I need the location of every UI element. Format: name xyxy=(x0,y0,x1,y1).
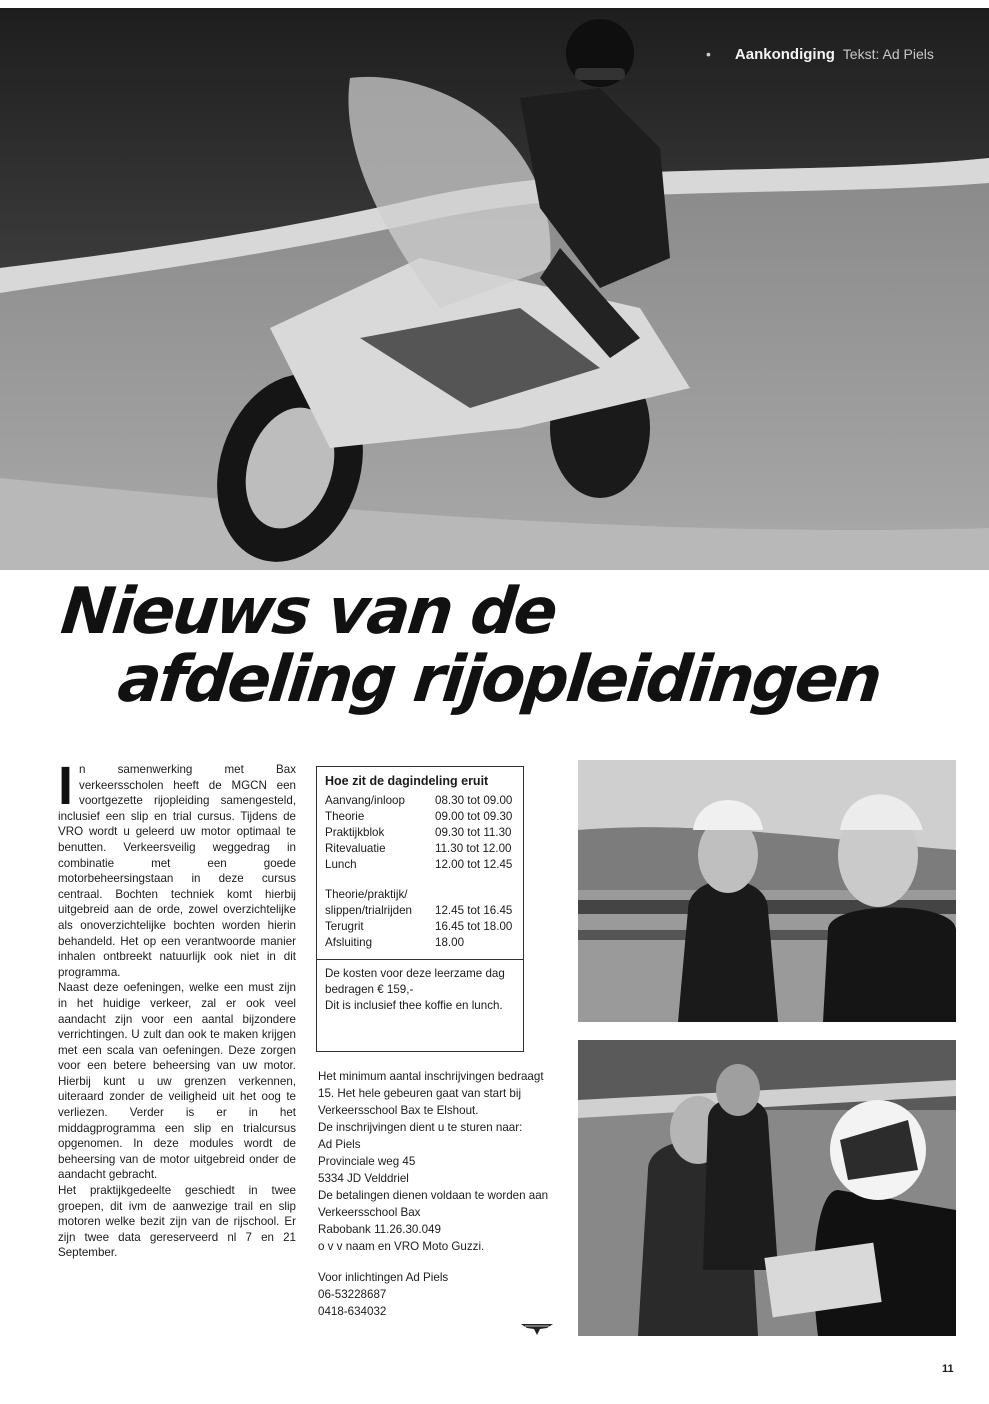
drop-cap: I xyxy=(58,756,74,816)
schedule-row xyxy=(325,809,515,825)
schedule-row xyxy=(325,919,515,935)
schedule-row xyxy=(325,793,515,809)
contact-line: Voor inlichtingen Ad Piels xyxy=(318,1271,449,1284)
schedule-time: 12.00 tot 12.45 xyxy=(435,858,513,871)
schedule-afternoon-label: Theorie/praktijk/ xyxy=(325,888,408,901)
address-line: Ad Piels xyxy=(318,1138,361,1151)
registration-info xyxy=(318,1068,556,1320)
payment-text: De betalingen dienen voldaan te worden aan Verkeersschool Bax xyxy=(318,1189,549,1219)
title-line-2: afdeling rijopleidingen xyxy=(114,643,884,717)
schedule-row xyxy=(325,857,515,873)
contact-phone: 06-53228687 xyxy=(318,1288,387,1301)
motorcycle-photo xyxy=(0,8,989,570)
bank-account: Rabobank 11.26.30.049 xyxy=(318,1223,441,1236)
address-line: 5334 JD Velddriel xyxy=(318,1172,409,1185)
schedule-item: Ritevaluatie xyxy=(325,842,386,855)
intro-paragraph-3: Het praktijkgedeelte geschiedt in twee groepen, dit ivm de aanwezige trail en slip motoren welke bezit zijn van de rijschool. Er zijn twee data gereserveerd nl 7 en 21 September. xyxy=(58,1184,296,1260)
schedule-spacer xyxy=(325,873,515,887)
article-title xyxy=(51,575,890,717)
schedule-time: 09.30 tot 11.30 xyxy=(435,826,512,839)
cost-line-1: De kosten voor deze leerzame dag xyxy=(325,967,505,980)
section-label: Aankondiging xyxy=(734,46,835,63)
bullet-icon: • xyxy=(706,46,711,62)
schedule-item: Aanvang/inloop xyxy=(325,794,405,807)
cost-line-2: bedragen € 159,- xyxy=(325,983,414,996)
intro-paragraph-1 xyxy=(58,756,296,980)
title-line-1: Nieuws van de xyxy=(57,575,559,649)
section-header xyxy=(706,46,934,63)
cost-line-3: Dit is inclusief thee koffie en lunch. xyxy=(325,999,503,1012)
schedule-time: 12.45 tot 16.45 xyxy=(435,904,513,917)
schedule-row xyxy=(325,903,515,919)
schedule-item: Terugrit xyxy=(325,920,364,933)
participants-photo xyxy=(578,1040,956,1336)
minimum-text: Het minimum aantal inschrijvingen bedraagt 15. Het hele gebeuren gaat van start bij Verkeersschool Bax te Elshout. xyxy=(318,1070,544,1117)
schedule-item: Theorie xyxy=(325,810,365,823)
schedule-row xyxy=(325,841,515,857)
cost-info xyxy=(317,959,523,1014)
schedule-time: 11.30 tot 12.00 xyxy=(435,842,512,855)
schedule-row xyxy=(325,935,515,951)
send-to-text: De inschrijvingen dient u te sturen naar: xyxy=(318,1121,523,1134)
schedule-item: Lunch xyxy=(325,858,357,871)
schedule-item: Afsluiting xyxy=(325,936,373,949)
instructors-photo-image xyxy=(578,760,956,1022)
schedule-title: Hoe zit de dagindeling eruit xyxy=(325,774,489,788)
moto-guzzi-eagle-icon xyxy=(520,1322,554,1336)
contact-phone: 0418-634032 xyxy=(318,1305,387,1318)
page-number: 11 xyxy=(942,1363,954,1375)
schedule-time: 08.30 tot 09.00 xyxy=(435,794,513,807)
schedule-time: 09.00 tot 09.30 xyxy=(435,810,513,823)
hero-photo xyxy=(0,8,989,570)
schedule-row xyxy=(325,825,515,841)
schedule-item: Praktijkblok xyxy=(325,826,385,839)
intro-text-1: n samenwerking met Bax verkeersscholen heeft de MGCN een voortgezette rijopleiding samengesteld, inclusief een slip en trial cursus. Tijdens de VRO wordt u geleerd uw motor optimaal te benutten. Verkeersveilig weggedrag in combinatie met een goede motorbeheersingstaan in deze cursus centraal. Bochten techniek komt hierbij uitgebreid aan de orde, zowel overzichtelijke als onoverzichtelijke bochten worden hierin behandeld. Het op een verantwoorde manier inhalen ontbreekt natuurlijk ook niet in dit programma. xyxy=(58,763,296,979)
schedule-time: 16.45 tot 18.00 xyxy=(435,920,513,933)
intro-column xyxy=(58,756,296,1261)
schedule-box xyxy=(316,766,524,1052)
schedule-time: 18.00 xyxy=(435,936,465,949)
participants-photo-image xyxy=(578,1040,956,1336)
intro-paragraph-2: Naast deze oefeningen, welke een must zijn in het huidige verkeer, zal er ook veel aandacht zijn voor een aantal bijzondere verrichtingen. U zult dan ook te maken krijgen met een scala van oefeningen. Deze zorgen voor een betere beheersing van uw motor. Hierbij kunt u uw grenzen verkennen, uiteraard zonder de veiligheid uit het oog te verliezen. Verder is er in het middagprogramma een slip en trialcursus opgenomen. In deze modules wordt de beheersing van de motor uitgebreid onder de aandacht gebracht. xyxy=(58,981,296,1182)
instructors-photo xyxy=(578,760,956,1022)
address-line: Provinciale weg 45 xyxy=(318,1155,416,1168)
author-credit: Tekst: Ad Piels xyxy=(842,46,934,62)
schedule-item: slippen/trialrijden xyxy=(325,904,412,917)
ovv-text: o v v naam en VRO Moto Guzzi. xyxy=(318,1240,485,1253)
